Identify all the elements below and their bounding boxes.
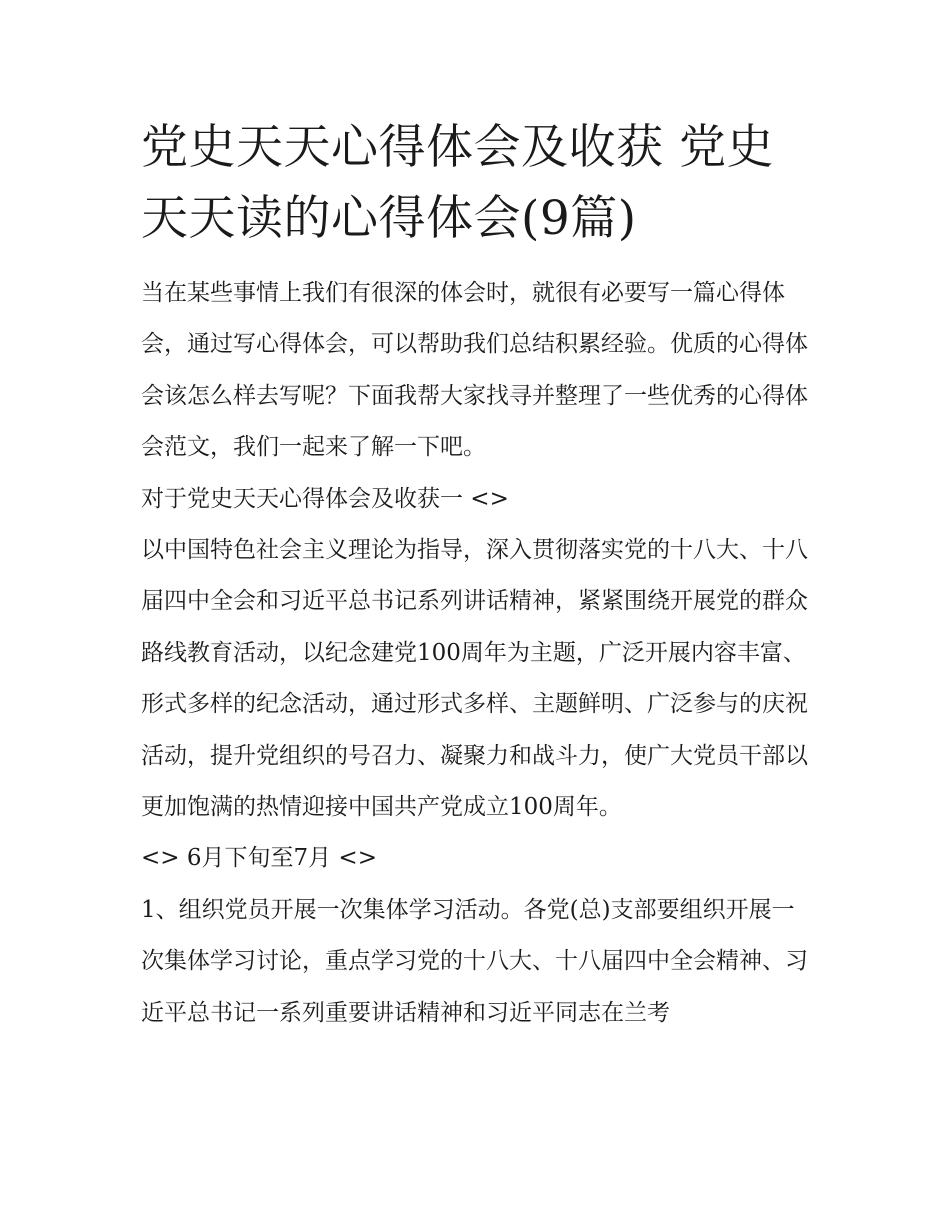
document-title: 党史天天心得体会及收获 党史天天读的心得体会(9篇): [141, 120, 774, 246]
section-heading: 对于党史天天心得体会及收获一 <>: [141, 485, 509, 512]
document-page: [141, 112, 813, 1039]
document-body: [141, 268, 813, 1039]
body-paragraph: 以中国特色社会主义理论为指导，深入贯彻落实党的十八大、十八届四中全会和习近平总书记系列讲话精神，紧紧围绕开展党的群众路线教育活动，以纪念建党100周年为主题，广泛开展内容丰富、形式多样的纪念活动，通过形式多样、主题鲜明、广泛参与的庆祝活动，提升党组织的号召力、凝聚力和战斗力，使广大党员干部以更加饱满的热情迎接中国共产党成立100周年。: [141, 537, 808, 821]
list-item-paragraph: 1、组织党员开展一次集体学习活动。各党(总)支部要组织开展一次集体学习讨论，重点学习党的十八大、十八届四中全会精神、习近平总书记一系列重要讲话精神和习近平同志在兰考: [141, 896, 808, 1026]
date-line: <> 6月下旬至7月 <>: [141, 845, 377, 872]
intro-paragraph: 当在某些事情上我们有很深的体会时，就很有必要写一篇心得体会，通过写心得体会，可以帮助我们总结积累经验。优质的心得体会该怎么样去写呢？下面我帮大家找寻并整理了一些优秀的心得体会范文，我们一起来了解一下吧。: [141, 280, 808, 461]
